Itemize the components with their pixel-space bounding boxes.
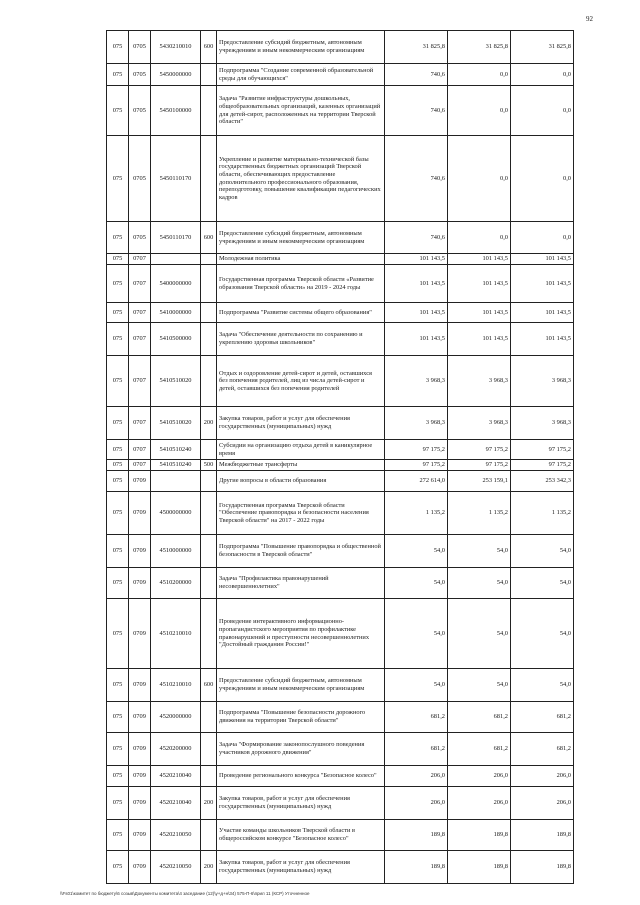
table-row <box>107 265 574 303</box>
cell-csr: 5450110170 <box>151 136 201 222</box>
cell-section: 0707 <box>129 460 151 471</box>
cell-value-3: 0,0 <box>511 64 574 86</box>
cell-code: 075 <box>107 407 129 440</box>
table-row <box>107 136 574 222</box>
cell-value-2: 0,0 <box>448 64 511 86</box>
cell-code: 075 <box>107 787 129 820</box>
table-row <box>107 535 574 568</box>
cell-value-2: 31 825,8 <box>448 31 511 64</box>
cell-name: Государственная программа Тверской области «Развитие образования Тверской области» на 2019 - 2024 годы <box>217 265 385 303</box>
cell-expense-type: 200 <box>201 787 217 820</box>
cell-value-2: 97 175,2 <box>448 460 511 471</box>
cell-name: Задача "Развитие инфраструктуры дошкольных, общеобразовательных организаций, казенных организаций для детей-сирот, расположенных на территории Тверской области" <box>217 86 385 136</box>
cell-name: Предоставление субсидий бюджетным, автономным учреждениям и иным некоммерческим организациям <box>217 31 385 64</box>
cell-value-2: 681,2 <box>448 702 511 733</box>
cell-value-3: 1 135,2 <box>511 492 574 535</box>
cell-value-3: 101 143,5 <box>511 254 574 265</box>
cell-expense-type <box>201 702 217 733</box>
cell-value-2: 189,8 <box>448 851 511 884</box>
cell-csr: 5410500000 <box>151 323 201 356</box>
cell-name: Закупка товаров, работ и услуг для обеспечения государственных (муниципальных) нужд <box>217 787 385 820</box>
cell-value-1: 272 614,0 <box>385 471 448 492</box>
cell-value-2: 101 143,5 <box>448 323 511 356</box>
cell-expense-type: 600 <box>201 31 217 64</box>
cell-name: Молодежная политика <box>217 254 385 265</box>
cell-csr: 5410510020 <box>151 356 201 407</box>
cell-csr <box>151 471 201 492</box>
cell-value-1: 189,8 <box>385 851 448 884</box>
cell-value-1: 101 143,5 <box>385 323 448 356</box>
cell-code: 075 <box>107 820 129 851</box>
cell-value-3: 101 143,5 <box>511 323 574 356</box>
cell-value-1: 189,8 <box>385 820 448 851</box>
cell-value-1: 740,6 <box>385 86 448 136</box>
cell-code: 075 <box>107 222 129 254</box>
cell-value-2: 0,0 <box>448 86 511 136</box>
table-body <box>107 31 574 884</box>
cell-csr: 4520210040 <box>151 766 201 787</box>
table-row <box>107 851 574 884</box>
cell-value-1: 31 825,8 <box>385 31 448 64</box>
cell-csr: 5450110170 <box>151 222 201 254</box>
cell-code: 075 <box>107 669 129 702</box>
cell-value-1: 740,6 <box>385 64 448 86</box>
cell-expense-type <box>201 535 217 568</box>
cell-expense-type <box>201 568 217 599</box>
cell-expense-type: 200 <box>201 407 217 440</box>
cell-code: 075 <box>107 31 129 64</box>
cell-value-3: 54,0 <box>511 599 574 669</box>
cell-value-1: 1 135,2 <box>385 492 448 535</box>
cell-name: Закупка товаров, работ и услуг для обеспечения государственных (муниципальных) нужд <box>217 851 385 884</box>
cell-value-3: 189,8 <box>511 851 574 884</box>
table-row <box>107 669 574 702</box>
cell-name: Государственная программа Тверской области "Обеспечение правопорядка и безопасности населения Тверской области" на 2017 - 2022 годы <box>217 492 385 535</box>
cell-value-1: 54,0 <box>385 535 448 568</box>
cell-code: 075 <box>107 254 129 265</box>
table-row <box>107 599 574 669</box>
cell-name: Укрепление и развитие материально-технической базы государственных бюджетных организаций Тверской области, обеспечивающих предоставление дополнительного профессионального образования, переподготовку, повышение квалификации педагогических кадров <box>217 136 385 222</box>
document-footer-path: \\Fs01\комитет по бюджету\6 созыв\Документы комитета\4 заседание (12)\у+д+н\34) 575-П-6\прил 11 (КСР) Уточненное <box>60 891 310 896</box>
cell-value-1: 54,0 <box>385 599 448 669</box>
cell-value-2: 1 135,2 <box>448 492 511 535</box>
cell-name: Подпрограмма "Создание современной образовательной среды для обучающихся" <box>217 64 385 86</box>
cell-expense-type: 200 <box>201 851 217 884</box>
cell-expense-type <box>201 254 217 265</box>
cell-section: 0709 <box>129 471 151 492</box>
cell-code: 075 <box>107 471 129 492</box>
cell-name: Межбюджетные трансферты <box>217 460 385 471</box>
cell-csr: 4510210010 <box>151 599 201 669</box>
cell-section: 0709 <box>129 766 151 787</box>
cell-expense-type <box>201 303 217 323</box>
cell-expense-type <box>201 599 217 669</box>
cell-section: 0709 <box>129 568 151 599</box>
cell-value-1: 206,0 <box>385 766 448 787</box>
cell-code: 075 <box>107 356 129 407</box>
cell-name: Подпрограмма "Развитие системы общего образования" <box>217 303 385 323</box>
cell-code: 075 <box>107 323 129 356</box>
cell-value-2: 681,2 <box>448 733 511 766</box>
cell-value-3: 3 968,3 <box>511 407 574 440</box>
cell-section: 0707 <box>129 407 151 440</box>
cell-value-2: 54,0 <box>448 669 511 702</box>
cell-code: 075 <box>107 303 129 323</box>
cell-expense-type <box>201 766 217 787</box>
cell-expense-type <box>201 86 217 136</box>
cell-csr: 5430210010 <box>151 31 201 64</box>
cell-name: Проведение интерактивного информационно-пропагандистского мероприятия по профилактике правонарушений и преступности несовершеннолетних "Достойный гражданин России!" <box>217 599 385 669</box>
cell-value-3: 253 342,3 <box>511 471 574 492</box>
cell-code: 075 <box>107 766 129 787</box>
cell-section: 0707 <box>129 254 151 265</box>
cell-value-2: 54,0 <box>448 599 511 669</box>
cell-value-1: 97 175,2 <box>385 460 448 471</box>
cell-expense-type <box>201 356 217 407</box>
table-row <box>107 222 574 254</box>
cell-value-1: 681,2 <box>385 702 448 733</box>
table-row <box>107 733 574 766</box>
cell-section: 0709 <box>129 820 151 851</box>
cell-value-1: 54,0 <box>385 669 448 702</box>
table-row <box>107 31 574 64</box>
budget-table <box>106 30 574 884</box>
cell-name: Закупка товаров, работ и услуг для обеспечения государственных (муниципальных) нужд <box>217 407 385 440</box>
cell-value-2: 189,8 <box>448 820 511 851</box>
cell-section: 0707 <box>129 356 151 407</box>
cell-value-3: 101 143,5 <box>511 303 574 323</box>
cell-code: 075 <box>107 460 129 471</box>
cell-value-3: 54,0 <box>511 535 574 568</box>
cell-expense-type: 600 <box>201 222 217 254</box>
table-row <box>107 820 574 851</box>
cell-value-3: 3 968,3 <box>511 356 574 407</box>
table-row <box>107 702 574 733</box>
cell-value-3: 0,0 <box>511 86 574 136</box>
cell-name: Предоставление субсидий бюджетным, автономным учреждениям и иным некоммерческим организациям <box>217 669 385 702</box>
table-row <box>107 64 574 86</box>
cell-section: 0705 <box>129 86 151 136</box>
cell-section: 0709 <box>129 702 151 733</box>
table-row <box>107 440 574 460</box>
cell-value-2: 206,0 <box>448 787 511 820</box>
table-row <box>107 471 574 492</box>
cell-name: Проведение регионального конкурса "Безопасное колесо" <box>217 766 385 787</box>
cell-expense-type: 600 <box>201 669 217 702</box>
cell-section: 0709 <box>129 787 151 820</box>
cell-value-1: 740,6 <box>385 136 448 222</box>
cell-section: 0709 <box>129 851 151 884</box>
cell-csr: 4500000000 <box>151 492 201 535</box>
cell-csr: 4520200000 <box>151 733 201 766</box>
cell-code: 075 <box>107 136 129 222</box>
cell-name: Другие вопросы в области образования <box>217 471 385 492</box>
table-row <box>107 492 574 535</box>
cell-section: 0705 <box>129 222 151 254</box>
cell-value-3: 681,2 <box>511 702 574 733</box>
cell-section: 0705 <box>129 136 151 222</box>
cell-value-1: 206,0 <box>385 787 448 820</box>
cell-section: 0707 <box>129 303 151 323</box>
cell-csr: 5410510020 <box>151 407 201 440</box>
cell-csr: 4510200000 <box>151 568 201 599</box>
cell-expense-type <box>201 64 217 86</box>
cell-section: 0709 <box>129 492 151 535</box>
table-row <box>107 766 574 787</box>
page-number: 92 <box>586 15 593 23</box>
cell-code: 075 <box>107 733 129 766</box>
cell-value-2: 101 143,5 <box>448 265 511 303</box>
cell-csr: 4520210050 <box>151 851 201 884</box>
cell-section: 0709 <box>129 733 151 766</box>
cell-expense-type <box>201 265 217 303</box>
cell-name: Подпрограмма "Повышение безопасности дорожного движения на территории Тверской области" <box>217 702 385 733</box>
cell-name: Субсидии на организацию отдыха детей в каникулярное время <box>217 440 385 460</box>
cell-csr: 5410510240 <box>151 440 201 460</box>
cell-value-3: 0,0 <box>511 136 574 222</box>
cell-value-2: 54,0 <box>448 535 511 568</box>
cell-section: 0707 <box>129 440 151 460</box>
cell-expense-type: 500 <box>201 460 217 471</box>
cell-expense-type <box>201 323 217 356</box>
cell-value-2: 3 968,3 <box>448 407 511 440</box>
cell-section: 0709 <box>129 599 151 669</box>
cell-name: Подпрограмма "Повышение правопорядка и общественной безопасности в Тверской области" <box>217 535 385 568</box>
cell-value-2: 54,0 <box>448 568 511 599</box>
cell-code: 075 <box>107 265 129 303</box>
cell-expense-type <box>201 471 217 492</box>
table-row <box>107 568 574 599</box>
cell-value-3: 101 143,5 <box>511 265 574 303</box>
cell-code: 075 <box>107 64 129 86</box>
cell-section: 0709 <box>129 669 151 702</box>
cell-code: 075 <box>107 851 129 884</box>
cell-value-1: 97 175,2 <box>385 440 448 460</box>
table-row <box>107 787 574 820</box>
cell-value-3: 189,8 <box>511 820 574 851</box>
cell-value-1: 740,6 <box>385 222 448 254</box>
table-row <box>107 86 574 136</box>
cell-section: 0705 <box>129 31 151 64</box>
cell-value-2: 0,0 <box>448 222 511 254</box>
cell-code: 075 <box>107 568 129 599</box>
table-row <box>107 254 574 265</box>
cell-value-2: 253 159,1 <box>448 471 511 492</box>
cell-code: 075 <box>107 492 129 535</box>
cell-csr: 4520210050 <box>151 820 201 851</box>
table-row <box>107 407 574 440</box>
table-row <box>107 460 574 471</box>
cell-csr: 5410000000 <box>151 303 201 323</box>
cell-expense-type <box>201 440 217 460</box>
cell-code: 075 <box>107 440 129 460</box>
cell-code: 075 <box>107 599 129 669</box>
cell-value-3: 97 175,2 <box>511 460 574 471</box>
cell-csr: 5400000000 <box>151 265 201 303</box>
cell-value-3: 54,0 <box>511 669 574 702</box>
cell-code: 075 <box>107 535 129 568</box>
cell-code: 075 <box>107 86 129 136</box>
cell-value-2: 3 968,3 <box>448 356 511 407</box>
cell-value-3: 97 175,2 <box>511 440 574 460</box>
cell-value-3: 31 825,8 <box>511 31 574 64</box>
cell-value-2: 0,0 <box>448 136 511 222</box>
cell-value-1: 3 968,3 <box>385 356 448 407</box>
cell-name: Задача "Обеспечение деятельности по сохранению и укреплению здоровья школьников" <box>217 323 385 356</box>
cell-value-2: 101 143,5 <box>448 303 511 323</box>
cell-name: Отдых и оздоровление детей-сирот и детей, оставшихся без попечения родителей, лиц из числа детей-сирот и детей, оставшихся без попечения родителей <box>217 356 385 407</box>
cell-value-2: 101 143,5 <box>448 254 511 265</box>
cell-value-2: 97 175,2 <box>448 440 511 460</box>
cell-csr: 5410510240 <box>151 460 201 471</box>
cell-value-1: 681,2 <box>385 733 448 766</box>
cell-section: 0705 <box>129 64 151 86</box>
cell-code: 075 <box>107 702 129 733</box>
cell-name: Задача "Формирование законопослушного поведения участников дорожного движения" <box>217 733 385 766</box>
table-row <box>107 323 574 356</box>
cell-value-1: 101 143,5 <box>385 303 448 323</box>
cell-value-3: 681,2 <box>511 733 574 766</box>
table-row <box>107 356 574 407</box>
cell-section: 0709 <box>129 535 151 568</box>
cell-expense-type <box>201 820 217 851</box>
cell-csr <box>151 254 201 265</box>
cell-value-3: 0,0 <box>511 222 574 254</box>
cell-value-2: 206,0 <box>448 766 511 787</box>
cell-value-3: 206,0 <box>511 787 574 820</box>
cell-expense-type <box>201 492 217 535</box>
cell-value-1: 54,0 <box>385 568 448 599</box>
cell-csr: 4510000000 <box>151 535 201 568</box>
cell-csr: 4520000000 <box>151 702 201 733</box>
cell-name: Участие команды школьников Тверской области в общероссийском конкурсе "Безопасное колесо" <box>217 820 385 851</box>
cell-csr: 4510210010 <box>151 669 201 702</box>
cell-csr: 5450000000 <box>151 64 201 86</box>
cell-csr: 5450100000 <box>151 86 201 136</box>
cell-section: 0707 <box>129 323 151 356</box>
cell-value-3: 54,0 <box>511 568 574 599</box>
cell-name: Предоставление субсидий бюджетным, автономным учреждениям и иным некоммерческим организациям <box>217 222 385 254</box>
cell-expense-type <box>201 733 217 766</box>
table-row <box>107 303 574 323</box>
cell-expense-type <box>201 136 217 222</box>
cell-value-3: 206,0 <box>511 766 574 787</box>
cell-value-1: 3 968,3 <box>385 407 448 440</box>
cell-value-1: 101 143,5 <box>385 265 448 303</box>
cell-value-1: 101 143,5 <box>385 254 448 265</box>
cell-name: Задача "Профилактика правонарушений несовершеннолетних" <box>217 568 385 599</box>
cell-section: 0707 <box>129 265 151 303</box>
cell-csr: 4520210040 <box>151 787 201 820</box>
